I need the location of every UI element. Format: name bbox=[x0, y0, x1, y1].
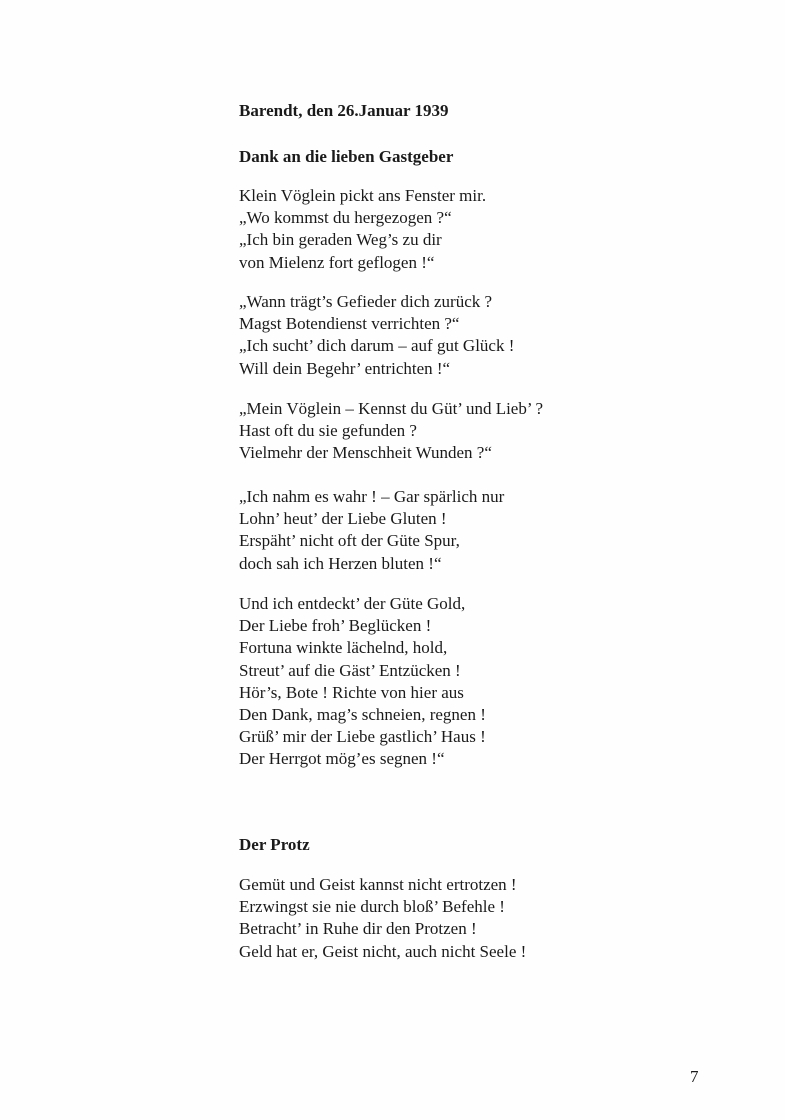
stanza bbox=[239, 185, 486, 274]
verse-line: Geld hat er, Geist nicht, auch nicht Seele ! bbox=[239, 941, 527, 961]
verse-line: „Mein Vöglein – Kennst du Güt’ und Lieb’ ? bbox=[239, 399, 544, 418]
verse-line: Hast oft du sie gefunden ? bbox=[239, 421, 417, 441]
verse-line: Der Herrgot mög’es segnen !“ bbox=[239, 749, 445, 769]
poem-title: Dank an die lieben Gastgeber bbox=[239, 147, 454, 166]
dateline: Barendt, den 26.Januar 1939 bbox=[239, 101, 449, 120]
stanza bbox=[239, 593, 486, 771]
verse-line: Will dein Begehr’ entrichten !“ bbox=[239, 358, 451, 378]
verse-line: Vielmehr der Menschheit Wunden ?“ bbox=[239, 443, 492, 463]
poem-title: Der Protz bbox=[239, 835, 310, 854]
verse-line: Grüß’ mir der Liebe gastlich’ Haus ! bbox=[239, 727, 486, 747]
verse-line: Klein Vöglein pickt ans Fenster mir. bbox=[239, 186, 487, 205]
verse-line: Gemüt und Geist kannst nicht ertrotzen ! bbox=[239, 875, 517, 894]
verse-line: Erzwingst sie nie durch bloß’ Befehle ! bbox=[239, 897, 505, 917]
stanza bbox=[239, 874, 526, 963]
stanza bbox=[239, 398, 543, 465]
verse-line: Den Dank, mag’s schneien, regnen ! bbox=[239, 704, 486, 724]
verse-line: Betracht’ in Ruhe dir den Protzen ! bbox=[239, 919, 477, 939]
verse-line: Erspäht’ nicht oft der Güte Spur, bbox=[239, 531, 460, 551]
verse-line: „Wann trägt’s Gefieder dich zurück ? bbox=[239, 292, 493, 311]
stanza bbox=[239, 486, 504, 575]
verse-line: Hör’s, Bote ! Richte von hier aus bbox=[239, 682, 464, 702]
stanza bbox=[239, 291, 514, 380]
verse-line: Fortuna winkte lächelnd, hold, bbox=[239, 638, 448, 658]
verse-line: „Ich nahm es wahr ! – Gar spärlich nur bbox=[239, 487, 505, 506]
verse-line: „Wo kommst du hergezogen ?“ bbox=[239, 208, 452, 228]
verse-line: „Ich sucht’ dich darum – auf gut Glück ! bbox=[239, 336, 515, 356]
page-number: 7 bbox=[690, 1067, 699, 1086]
verse-line: Und ich entdeckt’ der Güte Gold, bbox=[239, 594, 466, 613]
verse-line: Magst Botendienst verrichten ?“ bbox=[239, 314, 460, 334]
verse-line: von Mielenz fort geflogen !“ bbox=[239, 252, 435, 272]
verse-line: doch sah ich Herzen bluten !“ bbox=[239, 553, 442, 573]
verse-line: Lohn’ heut’ der Liebe Gluten ! bbox=[239, 509, 447, 529]
verse-line: Der Liebe froh’ Beglücken ! bbox=[239, 616, 432, 636]
verse-line: „Ich bin geraden Weg’s zu dir bbox=[239, 230, 442, 250]
verse-line: Streut’ auf die Gäst’ Entzücken ! bbox=[239, 660, 461, 680]
